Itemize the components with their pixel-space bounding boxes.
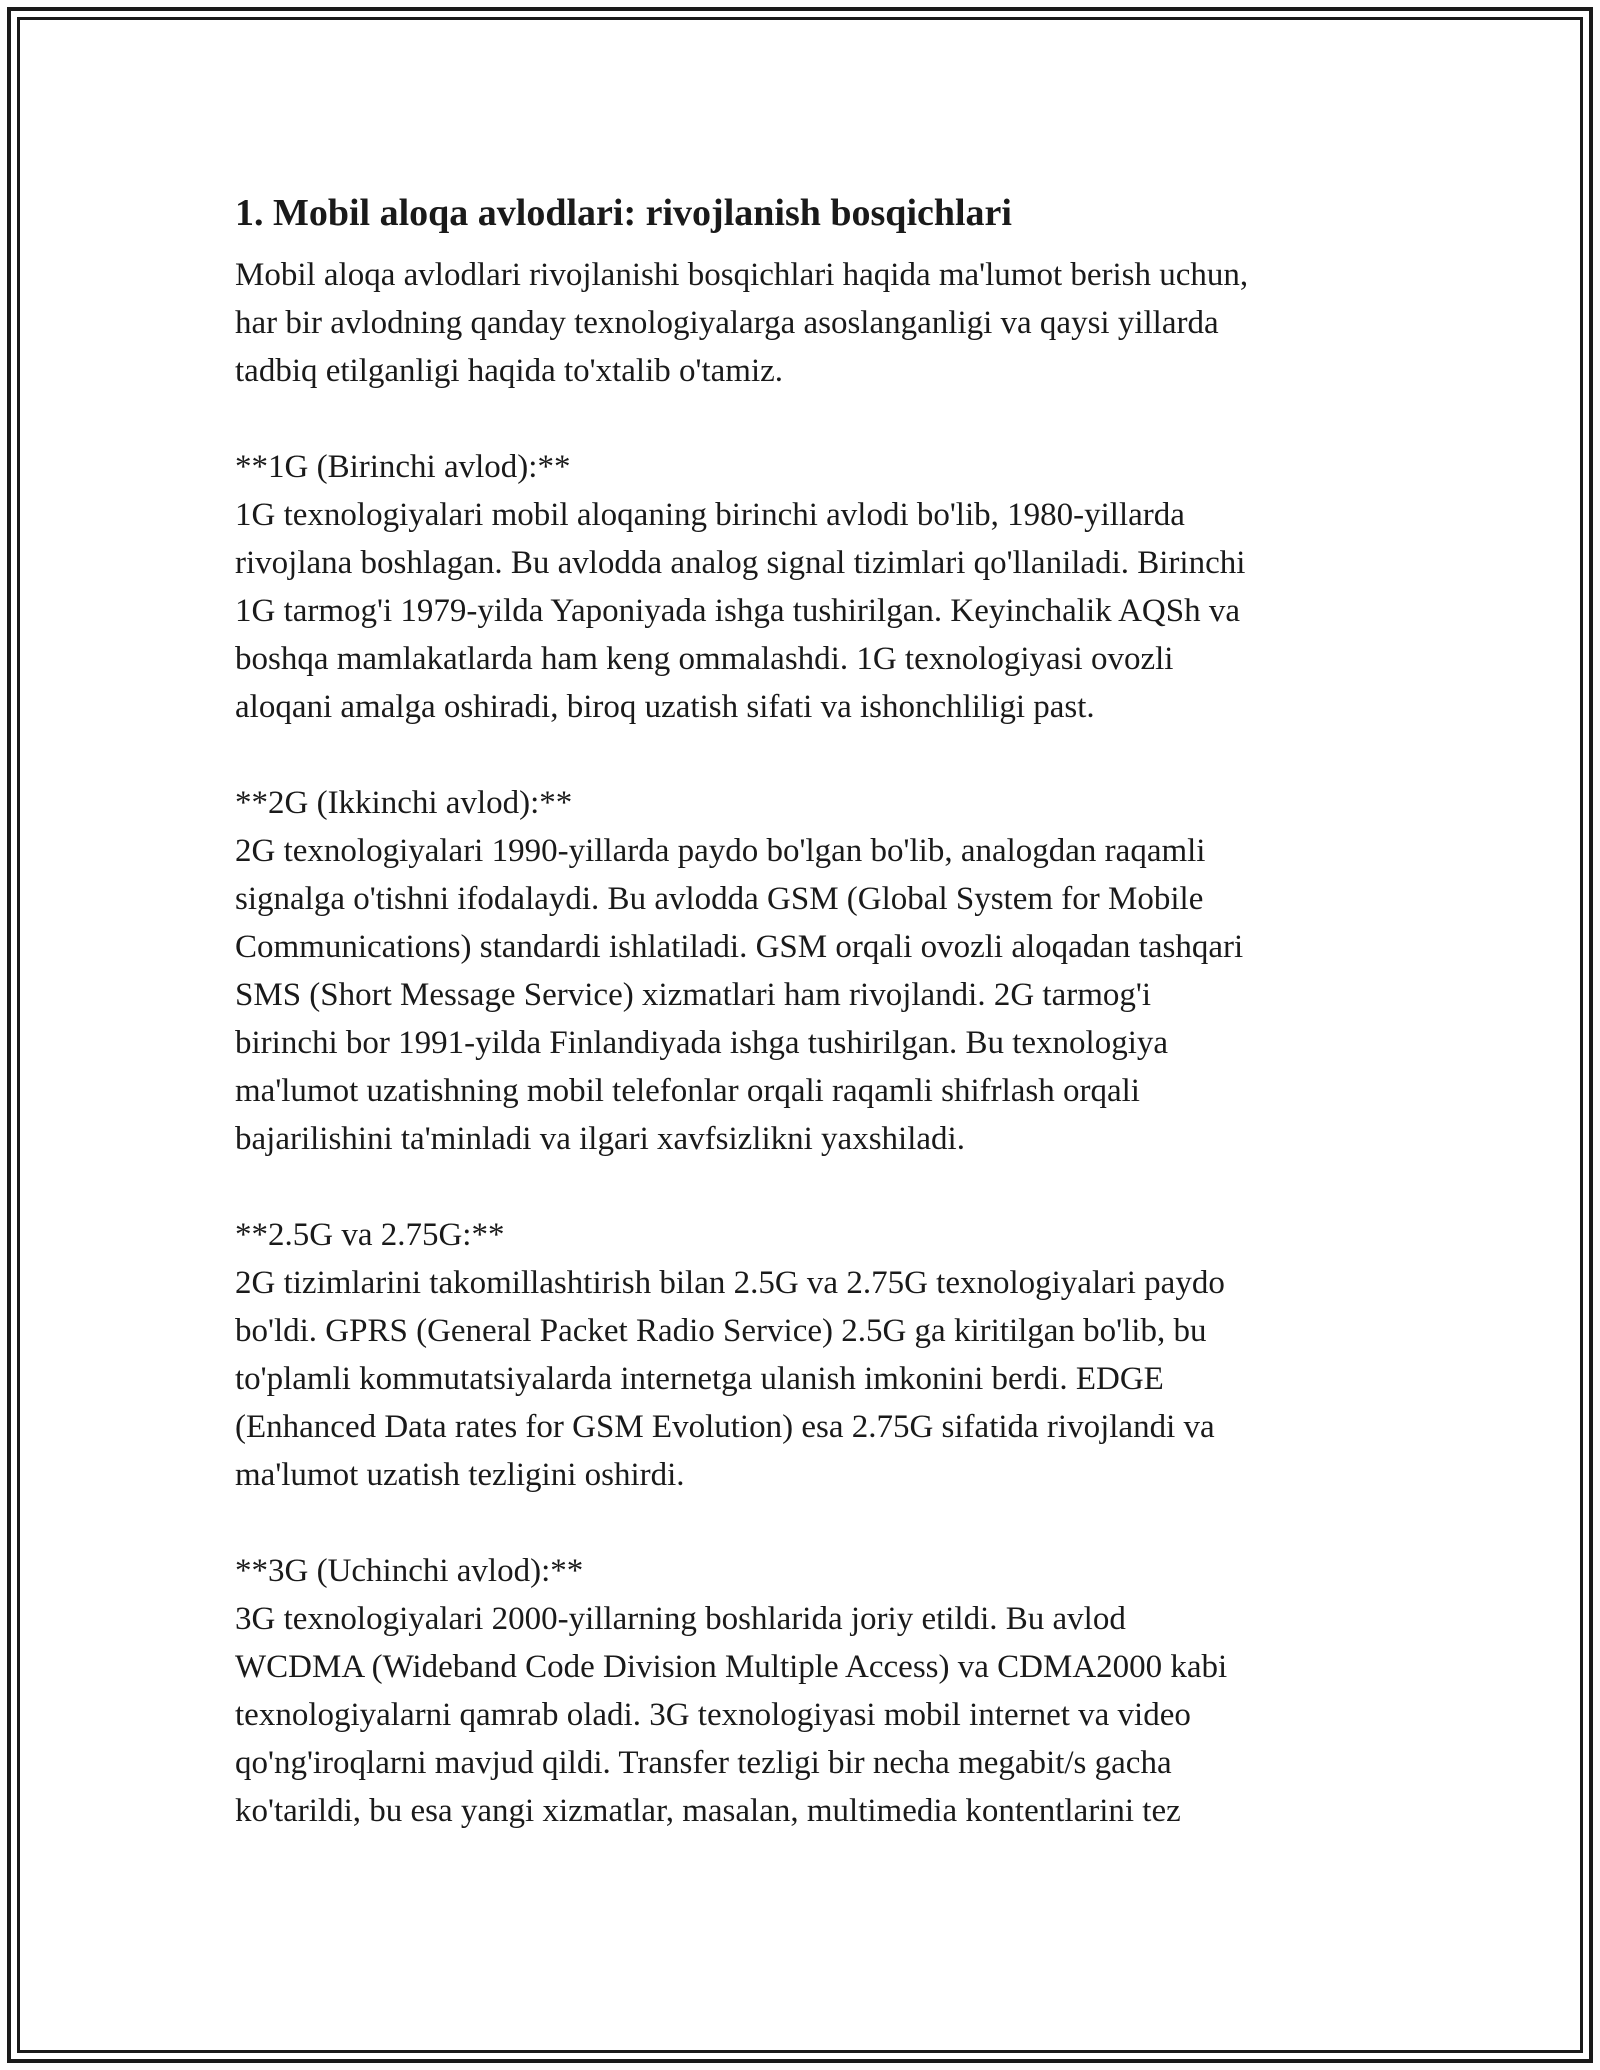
text-line: SMS (Short Message Service) xizmatlari ham rivojlandi. 2G tarmog'i: [235, 977, 1152, 1013]
blank-line: [235, 1499, 1415, 1547]
blank-line: [235, 395, 1415, 443]
text-line: 3G texnologiyalari 2000-yillarning boshlarida joriy etildi. Bu avlod: [235, 1601, 1126, 1637]
text-line: bo'ldi. GPRS (General Packet Radio Service) 2.5G ga kiritilgan bo'lib, bu: [235, 1313, 1207, 1349]
text-line: 1G texnologiyalari mobil aloqaning birinchi avlodi bo'lib, 1980-yillarda: [235, 497, 1185, 533]
text-line: **1G (Birinchi avlod):**: [235, 449, 571, 485]
document-body: [235, 251, 1415, 1835]
text-line: aloqani amalga oshiradi, biroq uzatish sifati va ishonchliligi past.: [235, 689, 1095, 725]
text-line: (Enhanced Data rates for GSM Evolution) esa 2.75G sifatida rivojlandi va: [235, 1409, 1215, 1445]
text-line: ma'lumot uzatish tezligini oshirdi.: [235, 1457, 685, 1493]
document-heading: 1. Mobil aloqa avlodlari: rivojlanish bosqichlari: [235, 192, 1012, 234]
text-line: **2G (Ikkinchi avlod):**: [235, 785, 573, 821]
text-line: WCDMA (Wideband Code Division Multiple Access) va CDMA2000 kabi: [235, 1649, 1228, 1685]
text-line: 2G tizimlarini takomillashtirish bilan 2.5G va 2.75G texnologiyalari paydo: [235, 1265, 1225, 1301]
blank-line: [235, 731, 1415, 779]
document-content: [235, 185, 1415, 1835]
text-line: signalga o'tishni ifodalaydi. Bu avlodda GSM (Global System for Mobile: [235, 881, 1204, 917]
text-line: to'plamli kommutatsiyalarda internetga ulanish imkonini berdi. EDGE: [235, 1361, 1164, 1397]
text-line: tadbiq etilganligi haqida to'xtalib o'tamiz.: [235, 353, 784, 389]
text-line: 1G tarmog'i 1979-yilda Yaponiyada ishga tushirilgan. Keyinchalik AQSh va: [235, 593, 1240, 629]
text-line: rivojlana boshlagan. Bu avlodda analog signal tizimlari qo'llaniladi. Birinchi: [235, 545, 1246, 581]
text-line: boshqa mamlakatlarda ham keng ommalashdi. 1G texnologiyasi ovozli: [235, 641, 1174, 677]
text-line: qo'ng'iroqlarni mavjud qildi. Transfer tezligi bir necha megabit/s gacha: [235, 1745, 1172, 1781]
text-line: **3G (Uchinchi avlod):**: [235, 1553, 584, 1589]
text-line: Communications) standardi ishlatiladi. GSM orqali ovozli aloqadan tashqari: [235, 929, 1244, 965]
text-line: har bir avlodning qanday texnologiyalarga asoslanganligi va qaysi yillarda: [235, 305, 1219, 341]
text-line: **2.5G va 2.75G:**: [235, 1217, 505, 1253]
text-line: bajarilishini ta'minladi va ilgari xavfsizlikni yaxshiladi.: [235, 1121, 965, 1157]
text-line: ko'tarildi, bu esa yangi xizmatlar, masalan, multimedia kontentlarini tez: [235, 1793, 1181, 1829]
text-line: ma'lumot uzatishning mobil telefonlar orqali raqamli shifrlash orqali: [235, 1073, 1140, 1109]
text-line: 2G texnologiyalari 1990-yillarda paydo bo'lgan bo'lib, analogdan raqamli: [235, 833, 1206, 869]
text-line: Mobil aloqa avlodlari rivojlanishi bosqichlari haqida ma'lumot berish uchun,: [235, 257, 1249, 293]
text-line: birinchi bor 1991-yilda Finlandiyada ishga tushirilgan. Bu texnologiya: [235, 1025, 1169, 1061]
text-line: texnologiyalarni qamrab oladi. 3G texnologiyasi mobil internet va video: [235, 1697, 1191, 1733]
blank-line: [235, 1163, 1415, 1211]
